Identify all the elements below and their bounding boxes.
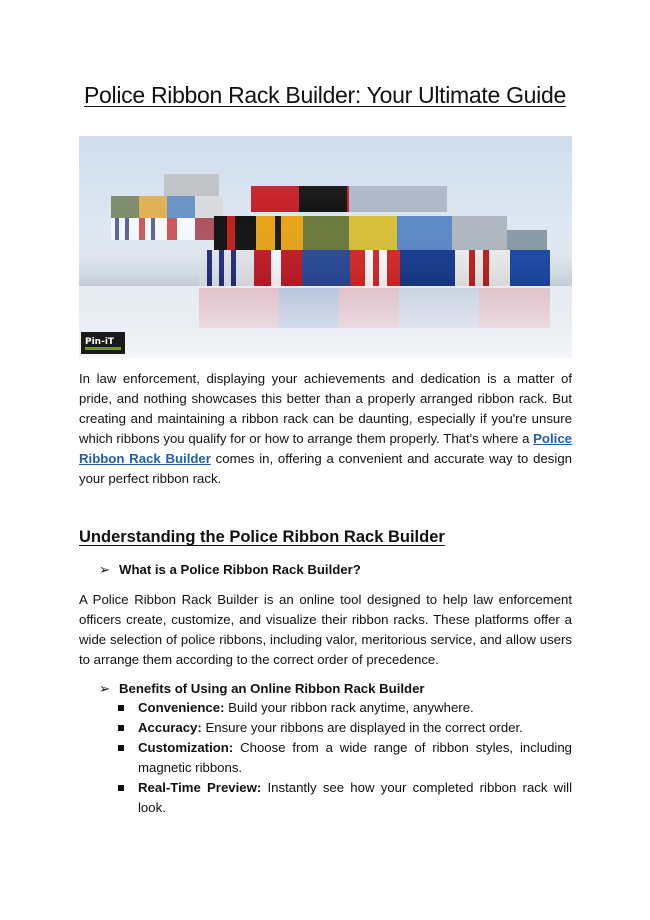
- list-item: [118, 738, 572, 778]
- arrow-bullet-icon: ➢: [99, 681, 111, 696]
- benefit-term: Customization:: [138, 740, 234, 755]
- ribbon-rack-builder-link[interactable]: Police Ribbon Rack Builder: [79, 431, 572, 466]
- benefit-description: Ensure your ribbons are displayed in the correct order.: [201, 720, 523, 735]
- svg-text:Pin-iT: Pin-iT: [85, 337, 115, 347]
- pin-it-logo: [81, 332, 125, 354]
- square-bullet-icon: [118, 785, 124, 791]
- benefits-list: [118, 698, 572, 818]
- benefits-heading-text: Benefits of Using an Online Ribbon Rack Builder: [119, 681, 425, 696]
- square-bullet-icon: [118, 745, 124, 751]
- definition-paragraph: A Police Ribbon Rack Builder is an online tool designed to help law enforcement officers create, customize, and visualize their ribbon racks. These platforms offer a wide selection of police ribbons, including valor, meritorious service, and allow users to arrange them according to the correct order of precedence.: [79, 592, 572, 667]
- list-item: [118, 778, 572, 818]
- page-title: Police Ribbon Rack Builder: Your Ultimate Guide: [84, 82, 566, 108]
- intro-text-end: comes in, offering a convenient and accurate way to design your perfect ribbon rack.: [79, 451, 572, 486]
- intro-paragraph: [79, 369, 572, 489]
- benefit-term: Convenience:: [138, 700, 225, 715]
- benefits-heading: [99, 679, 425, 699]
- benefit-description: Build your ribbon rack anytime, anywhere.: [224, 700, 474, 715]
- square-bullet-icon: [118, 705, 124, 711]
- benefit-term: Accuracy:: [138, 720, 202, 735]
- benefit-term: Real-Time Preview:: [138, 780, 262, 795]
- ribbon-rack-photo: [79, 136, 572, 358]
- what-is-heading: [99, 560, 361, 580]
- hero-image: [79, 136, 572, 358]
- benefit-description: Choose from a wide range of ribbon styles, including magnetic ribbons.: [138, 740, 572, 775]
- arrow-bullet-icon: ➢: [99, 562, 111, 577]
- what-is-heading-text: What is a Police Ribbon Rack Builder?: [119, 562, 361, 577]
- square-bullet-icon: [118, 725, 124, 731]
- benefit-description: Instantly see how your completed ribbon rack will look.: [138, 780, 572, 815]
- list-item: [118, 718, 572, 738]
- list-item: [118, 698, 572, 718]
- intro-text-start: In law enforcement, displaying your achievements and dedication is a matter of pride, and nothing showcases this better than a properly arranged ribbon rack. But creating and maintaining a ribbon rack can be daunting, especially if you're unsure which ribbons you qualify for or how to arrange them properly. That's where a: [79, 371, 572, 446]
- section-heading: Understanding the Police Ribbon Rack Builder: [79, 528, 445, 546]
